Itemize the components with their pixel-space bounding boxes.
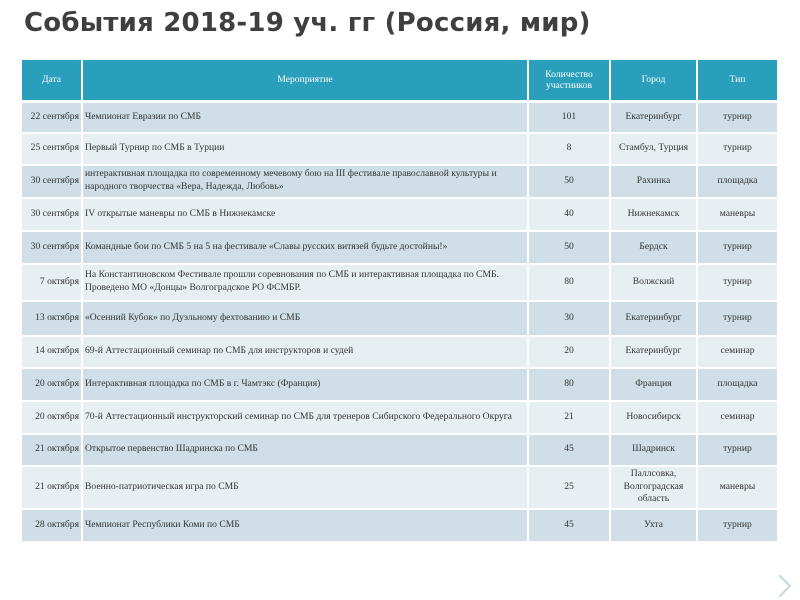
slide-title: События 2018-19 уч. гг (Россия, мир) xyxy=(24,8,591,38)
cell-count: 45 xyxy=(528,434,610,466)
cell-city: Стамбул, Турция xyxy=(610,133,697,165)
events-table xyxy=(22,60,779,543)
header-event: Мероприятие xyxy=(82,60,528,102)
cell-event: Чемпионат Республики Коми по СМБ xyxy=(82,509,528,542)
cell-type: семинар xyxy=(697,336,778,368)
cell-count: 40 xyxy=(528,198,610,231)
table-row xyxy=(22,264,778,301)
cell-date: 20 октября xyxy=(22,368,82,401)
cell-date: 22 сентября xyxy=(22,102,82,133)
cell-date: 13 октября xyxy=(22,301,82,336)
cell-city: Шадринск xyxy=(610,434,697,466)
cell-event: 70-й Аттестационный инструкторский семинар по СМБ для тренеров Сибирского Федерального Округа xyxy=(82,401,528,434)
cell-type: семинар xyxy=(697,401,778,434)
cell-city: Екатеринбург xyxy=(610,336,697,368)
cell-date: 28 октября xyxy=(22,509,82,542)
table-row xyxy=(22,466,778,509)
cell-city: Екатеринбург xyxy=(610,102,697,133)
cell-date: 30 сентября xyxy=(22,165,82,198)
cell-type: турнир xyxy=(697,434,778,466)
cell-event: Интерактивная площадка по СМБ в г. Чамтэкс (Франция) xyxy=(82,368,528,401)
cell-city: Ухта xyxy=(610,509,697,542)
cell-event: 69-й Аттестационный семинар по СМБ для инструкторов и судей xyxy=(82,336,528,368)
cell-date: 25 сентября xyxy=(22,133,82,165)
cell-type: площадка xyxy=(697,165,778,198)
cell-type: турнир xyxy=(697,133,778,165)
header-date: Дата xyxy=(22,60,82,102)
cell-count: 21 xyxy=(528,401,610,434)
table-row xyxy=(22,368,778,401)
cell-event: Первый Турнир по СМБ в Турции xyxy=(82,133,528,165)
cell-type: маневры xyxy=(697,466,778,509)
cell-type: турнир xyxy=(697,509,778,542)
decorative-chevron-icon xyxy=(769,575,792,598)
cell-count: 80 xyxy=(528,264,610,301)
cell-event: интерактивная площадка по современному мечевому бою на III фестивале православной культуры и народного творчества «Вера, Надежда, Любовь» xyxy=(82,165,528,198)
table-row xyxy=(22,509,778,542)
cell-date: 14 октября xyxy=(22,336,82,368)
cell-date: 21 октября xyxy=(22,434,82,466)
cell-date: 30 сентября xyxy=(22,231,82,264)
cell-date: 7 октября xyxy=(22,264,82,301)
table-row xyxy=(22,231,778,264)
cell-count: 50 xyxy=(528,231,610,264)
cell-date: 20 октября xyxy=(22,401,82,434)
cell-count: 20 xyxy=(528,336,610,368)
cell-count: 8 xyxy=(528,133,610,165)
cell-city: Волжский xyxy=(610,264,697,301)
table-row xyxy=(22,336,778,368)
table-row xyxy=(22,165,778,198)
table-row xyxy=(22,401,778,434)
table-row xyxy=(22,301,778,336)
cell-type: турнир xyxy=(697,102,778,133)
cell-city: Франция xyxy=(610,368,697,401)
cell-event: Открытое первенство Шадринска по СМБ xyxy=(82,434,528,466)
cell-type: площадка xyxy=(697,368,778,401)
cell-count: 30 xyxy=(528,301,610,336)
cell-date: 30 сентября xyxy=(22,198,82,231)
cell-count: 101 xyxy=(528,102,610,133)
table-row xyxy=(22,102,778,133)
cell-event: На Константиновском Фестивале прошли соревнования по СМБ и интерактивная площадка по СМБ. Проведено МО «Донцы» Волгоградское РО ФСМБР. xyxy=(82,264,528,301)
cell-event: IV открытые маневры по СМБ в Нижнекамске xyxy=(82,198,528,231)
cell-city: Бердск xyxy=(610,231,697,264)
cell-city: Нижнекамск xyxy=(610,198,697,231)
cell-date: 21 октября xyxy=(22,466,82,509)
table-row xyxy=(22,434,778,466)
cell-count: 80 xyxy=(528,368,610,401)
header-city: Город xyxy=(610,60,697,102)
header-count: Количество участников xyxy=(528,60,610,102)
cell-type: маневры xyxy=(697,198,778,231)
table-row xyxy=(22,133,778,165)
cell-city: Паллсовка, Волгоградская область xyxy=(610,466,697,509)
cell-count: 45 xyxy=(528,509,610,542)
cell-count: 25 xyxy=(528,466,610,509)
cell-city: Рахинка xyxy=(610,165,697,198)
cell-event: Военно-патриотическая игра по СМБ xyxy=(82,466,528,509)
table-row xyxy=(22,198,778,231)
cell-count: 50 xyxy=(528,165,610,198)
cell-type: турнир xyxy=(697,264,778,301)
table-header xyxy=(22,60,778,102)
cell-event: Командные бои по СМБ 5 на 5 на фестивале «Славы русских витязей будьте достойны!» xyxy=(82,231,528,264)
cell-city: Екатеринбург xyxy=(610,301,697,336)
cell-event: «Осенний Кубок» по Дуэльному фехтованию и СМБ xyxy=(82,301,528,336)
cell-city: Новосибирск xyxy=(610,401,697,434)
header-type: Тип xyxy=(697,60,778,102)
cell-type: турнир xyxy=(697,231,778,264)
cell-type: турнир xyxy=(697,301,778,336)
cell-event: Чемпионат Евразии по СМБ xyxy=(82,102,528,133)
